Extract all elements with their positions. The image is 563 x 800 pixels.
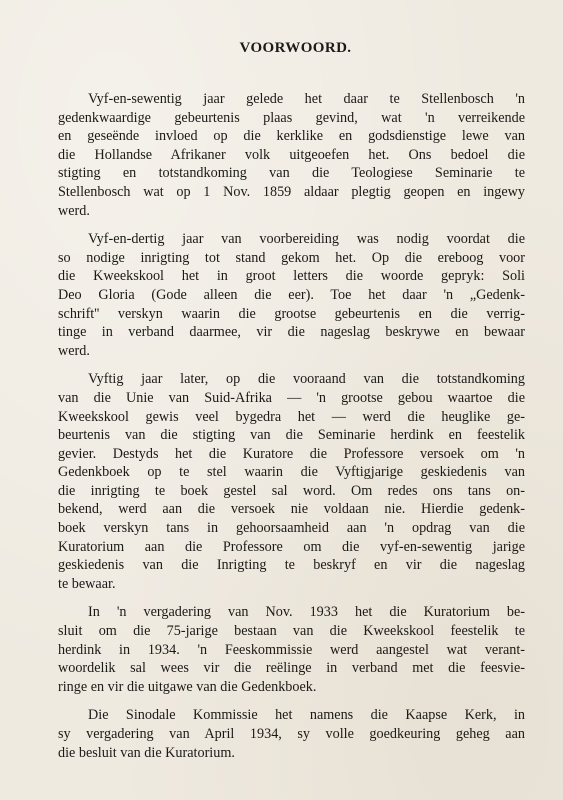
text-line: Stellenbosch wat op 1 Nov. 1859 aldaar plegtig geopen en ingewy xyxy=(58,183,525,200)
text-line: werd. xyxy=(58,342,90,359)
text-line: Vyf-en-dertig jaar van voorbereiding was nodig voordat die xyxy=(88,231,525,248)
text-line: Kuratorium aan die Professore om die vyf-en-sewentig jarige xyxy=(58,538,525,555)
text-line: tinge in verband daarmee, vir die nageslag beskrywe en bewaar xyxy=(58,324,525,341)
text-line: bekend, werd aan die versoek nie voldaan nie. Hierdie gedenk- xyxy=(58,501,525,518)
text-line: woordelik sal wees vir die reëlinge in verband met die feesvie- xyxy=(58,660,525,677)
text-line: Vyftig jaar later, op die vooraand van die totstandkoming xyxy=(88,371,525,388)
paragraph-5 xyxy=(58,706,525,762)
text-line: beurtenis van die stigting van die Seminarie herdink en feestelik xyxy=(58,427,525,444)
text-line: schrift'' verskyn waarin die grootse gebeurtenis en die verrig- xyxy=(58,305,525,322)
text-line: boek verskyn tans in gehoorsaamheid aan 'n opdrag van die xyxy=(58,520,525,537)
text-line: herdink in 1934. 'n Feeskommissie werd aangestel wat verant- xyxy=(58,641,525,658)
text-line: sluit om die 75-jarige bestaan van die Kweekskool feestelik te xyxy=(58,623,525,640)
text-line: Kweekskool gewis veel bygedra het — werd die heuglike ge- xyxy=(58,408,525,425)
text-line: Die Sinodale Kommissie het namens die Kaapse Kerk, in xyxy=(88,707,525,724)
text-line: die inrigting te boek gestel sal word. Om redes ons tans on- xyxy=(58,482,525,499)
text-line: die Kweekskool het in groot letters die woorde gepryk: Soli xyxy=(58,268,525,285)
page-title: VOORWOORD. xyxy=(239,40,352,56)
text-line: en geseënde invloed op die kerklike en godsdienstige lewe van xyxy=(58,128,525,145)
text-line: gedenkwaardige gebeurtenis plaas gevind, wat 'n verreikende xyxy=(58,109,525,126)
text-line: die Hollandse Afrikaner volk uitgeoefen het. Ons bedoel die xyxy=(58,146,525,163)
text-line: so nodige inrigting tot stand gekom het. Op die ereboog voor xyxy=(58,249,525,266)
text-line: van die Unie van Suid-Afrika — 'n grootse gebou waartoe die xyxy=(58,389,525,406)
text-line: In 'n vergadering van Nov. 1933 het die Kuratorium be- xyxy=(88,604,525,621)
text-line: stigting en totstandkoming van die Teologiese Seminarie te xyxy=(58,165,525,182)
text-line: Vyf-en-sewentig jaar gelede het daar te Stellenbosch 'n xyxy=(88,91,525,107)
text-line: Deo Gloria (Gode alleen die eer). Toe het daar 'n „Gedenk- xyxy=(58,286,525,303)
paragraph-1 xyxy=(58,90,525,220)
text-line: werd. xyxy=(58,202,90,219)
paragraph-2 xyxy=(58,230,525,360)
text-line: ringe en vir die uitgawe van die Gedenkboek. xyxy=(58,678,317,695)
text-line: Gedenkboek op te stel waarin die Vyftigjarige geskiedenis van xyxy=(58,464,525,481)
text-line: geskiedenis van die Inrigting te beskryf en vir die nageslag xyxy=(58,557,525,574)
paragraph-3 xyxy=(58,370,525,593)
text-line: sy vergadering van April 1934, sy volle goedkeuring geheg aan xyxy=(58,726,525,742)
text-line: gevier. Destyds het die Kuratore die Professore versoek om 'n xyxy=(58,445,525,462)
text-line: te bewaar. xyxy=(58,575,116,592)
paragraph-4 xyxy=(58,603,525,696)
text-line: die besluit van die Kuratorium. xyxy=(58,744,235,761)
